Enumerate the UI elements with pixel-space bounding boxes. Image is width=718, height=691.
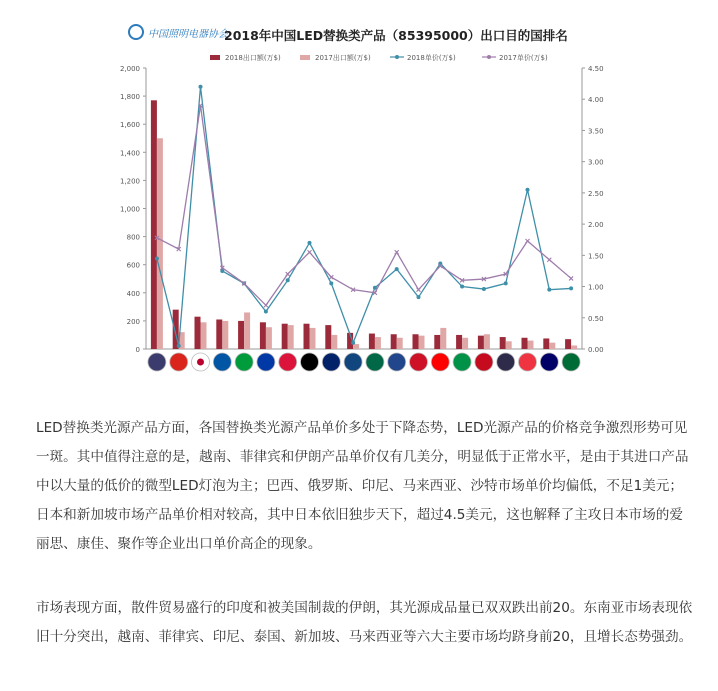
point-2018-unit-price <box>460 285 464 289</box>
bar-2018-export <box>456 335 462 349</box>
bar-2018-export <box>238 321 244 349</box>
left-tick-label: 0 <box>135 346 140 354</box>
flag-icon <box>213 353 231 371</box>
bar-2018-export <box>543 338 549 349</box>
bar-2018-export <box>282 324 288 349</box>
point-2017-unit-price <box>569 276 573 280</box>
right-tick-label: 2.50 <box>588 189 604 198</box>
flag-icon <box>410 353 428 371</box>
bar-2017-export <box>528 341 534 349</box>
bar-2017-export <box>549 343 555 349</box>
flag-icon <box>540 353 558 371</box>
point-2018-unit-price <box>482 287 486 291</box>
flag-icon <box>257 353 275 371</box>
legend-swatch-marker <box>395 55 399 59</box>
point-2018-unit-price <box>395 267 399 271</box>
analysis-paragraph-1: LED替换类光源产品方面，各国替换类光源产品单价多处于下降态势，LED光源产品的价格竞争激烈形势可见一斑。其中值得注意的是，越南、菲律宾和伊朗产品单价仅有几美分，明显低于正常水平，是由于其进口产品中以大量的低价的微型LED灯泡为主；巴西、俄罗斯、印尼、马来西亚、沙特市场单价均偏低，不足1美元；日本和新加坡市场产品单价相对较高，其中日本依旧独步天下，超过4.5美元，这也解释了主攻日本市场的爱丽思、康佳、聚作等企业出口单价高企的现象。 <box>36 420 689 552</box>
bar-2017-export <box>506 341 512 349</box>
point-2018-unit-price <box>286 278 290 282</box>
right-tick-label: 1.00 <box>588 283 604 292</box>
left-tick-label: 1,400 <box>119 149 140 158</box>
point-2018-unit-price <box>264 310 268 314</box>
point-2018-unit-price <box>417 295 421 299</box>
bar-2018-export <box>391 334 397 349</box>
bar-2018-export <box>565 339 571 349</box>
flag-icon <box>453 353 471 371</box>
flag-icon <box>431 353 449 371</box>
legend-label: 2018出口额(万$) <box>225 54 281 62</box>
bar-2017-export <box>222 321 228 349</box>
legend-label: 2018单价(万$) <box>407 54 456 62</box>
point-2017-unit-price <box>417 288 421 292</box>
legend-label: 2017出口额(万$) <box>315 54 371 62</box>
point-2018-unit-price <box>351 341 355 345</box>
legend-label: 2017单价(万$) <box>499 54 548 62</box>
bar-2017-export <box>397 338 403 349</box>
right-tick-label: 4.00 <box>588 96 604 105</box>
analysis-paragraph-2: 市场表现方面，散件贸易盛行的印度和被美国制裁的伊朗，其光源成品量已双双跌出前20。东南亚市场表现依旧十分突出，越南、菲律宾、印尼、泰国、新加坡、马来西亚等六大主要市场均跻身前20，且增长态势强劲。 <box>36 600 693 645</box>
left-tick-label: 2,000 <box>119 65 140 73</box>
bar-2018-export <box>151 100 157 349</box>
line-2018-unit-price <box>157 87 571 346</box>
flag-icon <box>475 353 493 371</box>
bar-2018-export <box>434 335 440 349</box>
point-2017-unit-price <box>329 275 333 279</box>
flag-icon <box>519 353 537 371</box>
right-tick-label: 0.00 <box>588 346 604 354</box>
flag-icon <box>344 353 362 371</box>
point-2017-unit-price <box>308 250 312 254</box>
flag-icon <box>388 353 406 371</box>
bar-2017-export <box>331 335 337 349</box>
bar-2017-export <box>440 328 446 349</box>
flag-icon <box>562 353 580 371</box>
left-tick-label: 400 <box>126 289 140 298</box>
bar-2017-export <box>310 328 316 349</box>
bar-2018-export <box>195 317 201 349</box>
bar-2018-export <box>500 337 506 349</box>
right-tick-label: 3.00 <box>588 158 604 167</box>
bar-2018-export <box>369 334 375 349</box>
flag-icon <box>301 353 319 371</box>
bar-2017-export <box>266 327 272 349</box>
bar-2018-export <box>304 324 310 349</box>
legend-swatch <box>300 55 310 60</box>
bar-2017-export <box>157 138 163 349</box>
bar-2017-export <box>419 336 425 349</box>
point-2017-unit-price <box>286 272 290 276</box>
left-tick-label: 1,200 <box>119 177 140 186</box>
flag-icon <box>497 353 515 371</box>
point-2017-unit-price <box>547 258 551 262</box>
right-tick-label: 2.00 <box>588 221 604 230</box>
flag-icon <box>322 353 340 371</box>
bar-2017-export <box>244 312 250 349</box>
bar-2018-export <box>325 325 331 349</box>
flag-icon <box>148 353 166 371</box>
flag-icon <box>366 353 384 371</box>
right-tick-label: 0.50 <box>588 314 604 323</box>
point-2017-unit-price <box>395 250 399 254</box>
bar-2017-export <box>375 337 381 349</box>
left-tick-label: 1,600 <box>119 121 140 130</box>
right-tick-label: 4.50 <box>588 65 604 73</box>
point-2018-unit-price <box>504 281 508 285</box>
bar-2017-export <box>462 338 468 349</box>
bar-2018-export <box>478 336 484 349</box>
point-2018-unit-price <box>155 256 159 260</box>
chart-title: 2018年中国LED替换类产品（85395000）出口目的国排名 <box>224 28 568 43</box>
bar-2017-export <box>484 334 490 349</box>
legend-swatch-marker <box>487 55 491 59</box>
flag-icon-detail <box>197 359 204 366</box>
left-tick-label: 200 <box>126 317 140 326</box>
flag-icon <box>279 353 297 371</box>
point-2017-unit-price <box>526 239 530 243</box>
right-tick-label: 1.50 <box>588 252 604 261</box>
point-2018-unit-price <box>526 188 530 192</box>
bar-2017-export <box>201 322 207 349</box>
bar-2018-export <box>260 322 266 349</box>
line-2017-unit-price <box>157 105 571 305</box>
point-2018-unit-price <box>177 344 181 348</box>
point-2018-unit-price <box>199 85 203 89</box>
bar-2017-export <box>288 325 294 349</box>
flag-icon <box>235 353 253 371</box>
left-tick-label: 600 <box>126 261 140 270</box>
left-tick-label: 800 <box>126 233 140 242</box>
flag-icon <box>170 353 188 371</box>
left-tick-label: 1,800 <box>119 93 140 102</box>
point-2018-unit-price <box>308 241 312 245</box>
bar-2018-export <box>522 338 528 349</box>
point-2018-unit-price <box>569 286 573 290</box>
legend-swatch <box>210 55 220 60</box>
bar-2017-export <box>571 345 577 349</box>
left-tick-label: 1,000 <box>119 205 140 214</box>
point-2017-unit-price <box>264 303 268 307</box>
logo-text: 中国照明电器协会 <box>148 29 228 40</box>
right-tick-label: 3.50 <box>588 127 604 136</box>
bar-2017-export <box>353 344 359 349</box>
bar-2018-export <box>216 319 222 349</box>
bar-2018-export <box>413 334 419 349</box>
point-2018-unit-price <box>329 281 333 285</box>
point-2018-unit-price <box>547 288 551 292</box>
